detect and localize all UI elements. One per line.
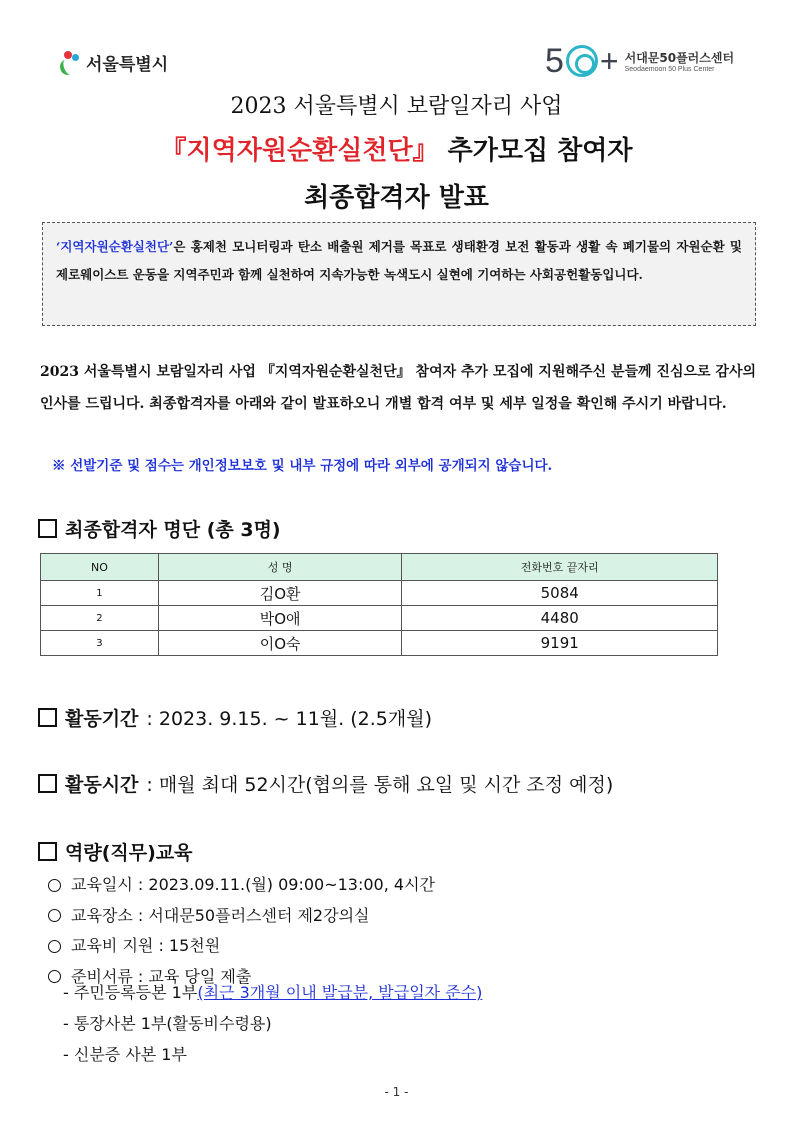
checkbox-square-icon xyxy=(38,519,57,538)
list-item xyxy=(63,1008,482,1039)
circle-bullet-icon xyxy=(48,909,61,922)
period-label: 활동기간 xyxy=(65,708,139,730)
document-note-link[interactable]: (최근 3개월 이내 발급분, 발급일자 준수) xyxy=(197,983,483,1002)
cell-phone: 9191 xyxy=(402,631,718,656)
table-row xyxy=(41,581,718,606)
cell-name: 김O환 xyxy=(158,581,402,606)
education-item-text: 교육장소 : 서대문50플러스센터 제2강의실 xyxy=(71,905,370,925)
document-text: - 주민등록등본 1부 xyxy=(63,983,198,1002)
education-item-text: 준비서류 : 교육 당일 제출 xyxy=(71,966,252,986)
center-logo xyxy=(545,44,734,78)
document-text: - 신분증 사본 1부 xyxy=(63,1045,187,1064)
document-text: - 통장사본 1부(활동비수령용) xyxy=(63,1014,272,1033)
center-name-kr: 서대문50플러스센터 xyxy=(624,51,735,65)
header-name: 성 명 xyxy=(158,554,402,581)
results-heading-text: 최종합격자 명단 (총 3명) xyxy=(65,519,281,541)
title-line3: 최종합격자 발표 xyxy=(304,183,489,213)
cell-no: 2 xyxy=(41,606,159,631)
center-name-en: Seodaemoon 50 Plus Center xyxy=(624,66,715,73)
results-heading xyxy=(38,515,281,542)
notice-text: ※ 선발기준 및 점수는 개인정보보호 및 내부 규정에 따라 외부에 공개되지 않습니다. xyxy=(52,458,553,474)
education-list xyxy=(48,870,435,992)
title-line2 xyxy=(0,130,793,167)
seoul-emblem-icon xyxy=(60,51,82,75)
list-item xyxy=(63,1039,482,1070)
education-heading xyxy=(38,838,193,865)
page-number: - 1 - xyxy=(384,1085,409,1099)
circle-bullet-icon xyxy=(48,879,61,892)
list-item xyxy=(63,977,482,1008)
circle-bullet-icon xyxy=(48,970,61,983)
summary-box xyxy=(42,222,756,326)
summary-highlight: ‘지역자원순환실천단’ xyxy=(56,239,174,254)
intro-paragraph: 2023 서울특별시 보람일자리 사업 『지역자원순환실천단』 참여자 추가 모집에 지원해주신 분들께 진심으로 감사의 인사를 드립니다. 최종합격자를 아래와 같이 발표하오니 개별 합격 여부 및 세부 일정을 확인해 주시기 바랍니다. xyxy=(40,364,756,412)
project-name: 『지역자원순환실천단』 xyxy=(160,136,439,166)
hours-section xyxy=(38,770,613,797)
cell-phone: 4480 xyxy=(402,606,718,631)
cell-no: 1 xyxy=(41,581,159,606)
center-logo-five: 5 xyxy=(545,42,564,80)
seoul-logo xyxy=(60,50,168,75)
table-row xyxy=(41,606,718,631)
cell-no: 3 xyxy=(41,631,159,656)
table-row xyxy=(41,631,718,656)
table-header-row xyxy=(41,554,718,581)
circle-bullet-icon xyxy=(48,940,61,953)
period-section xyxy=(38,704,432,731)
cell-name: 이O숙 xyxy=(158,631,402,656)
center-ring-icon xyxy=(566,45,598,77)
hours-label: 활동시간 xyxy=(65,774,139,796)
center-logo-plus: + xyxy=(599,43,619,79)
checkbox-square-icon xyxy=(38,842,57,861)
cell-phone: 5084 xyxy=(402,581,718,606)
seoul-logo-text: 서울특별시 xyxy=(86,55,169,75)
checkbox-square-icon xyxy=(38,774,57,793)
list-item xyxy=(48,870,435,901)
list-item xyxy=(48,901,435,932)
hours-value: : 매월 최대 52시간(협의를 통해 요일 및 시간 조정 예정) xyxy=(146,774,614,796)
results-table xyxy=(40,553,718,656)
header-no: NO xyxy=(41,554,159,581)
period-value: : 2023. 9.15. ~ 11월. (2.5개월) xyxy=(146,708,432,730)
list-item xyxy=(48,931,435,962)
header-phone: 전화번호 끝자리 xyxy=(402,554,718,581)
required-documents xyxy=(63,977,482,1070)
summary-text: 은 홍제천 모니터링과 탄소 배출원 제거를 목표로 생태환경 보전 활동과 생활 속 폐기물의 자원순환 및 제로웨이스트 운동을 지역주민과 함께 실천하여 지속가능한 녹색도시 실현에 기여하는 사회공헌활동입니다. xyxy=(56,239,742,282)
cell-name: 박O애 xyxy=(158,606,402,631)
title-line2-rest: 추가모집 참여자 xyxy=(438,136,633,166)
education-heading-text: 역량(직무)교육 xyxy=(65,842,193,864)
checkbox-square-icon xyxy=(38,708,57,727)
education-item-text: 교육일시 : 2023.09.11.(월) 09:00~13:00, 4시간 xyxy=(71,875,435,894)
education-item-text: 교육비 지원 : 15천원 xyxy=(71,936,221,955)
title-line1: 2023 서울특별시 보람일자리 사업 xyxy=(230,94,563,119)
